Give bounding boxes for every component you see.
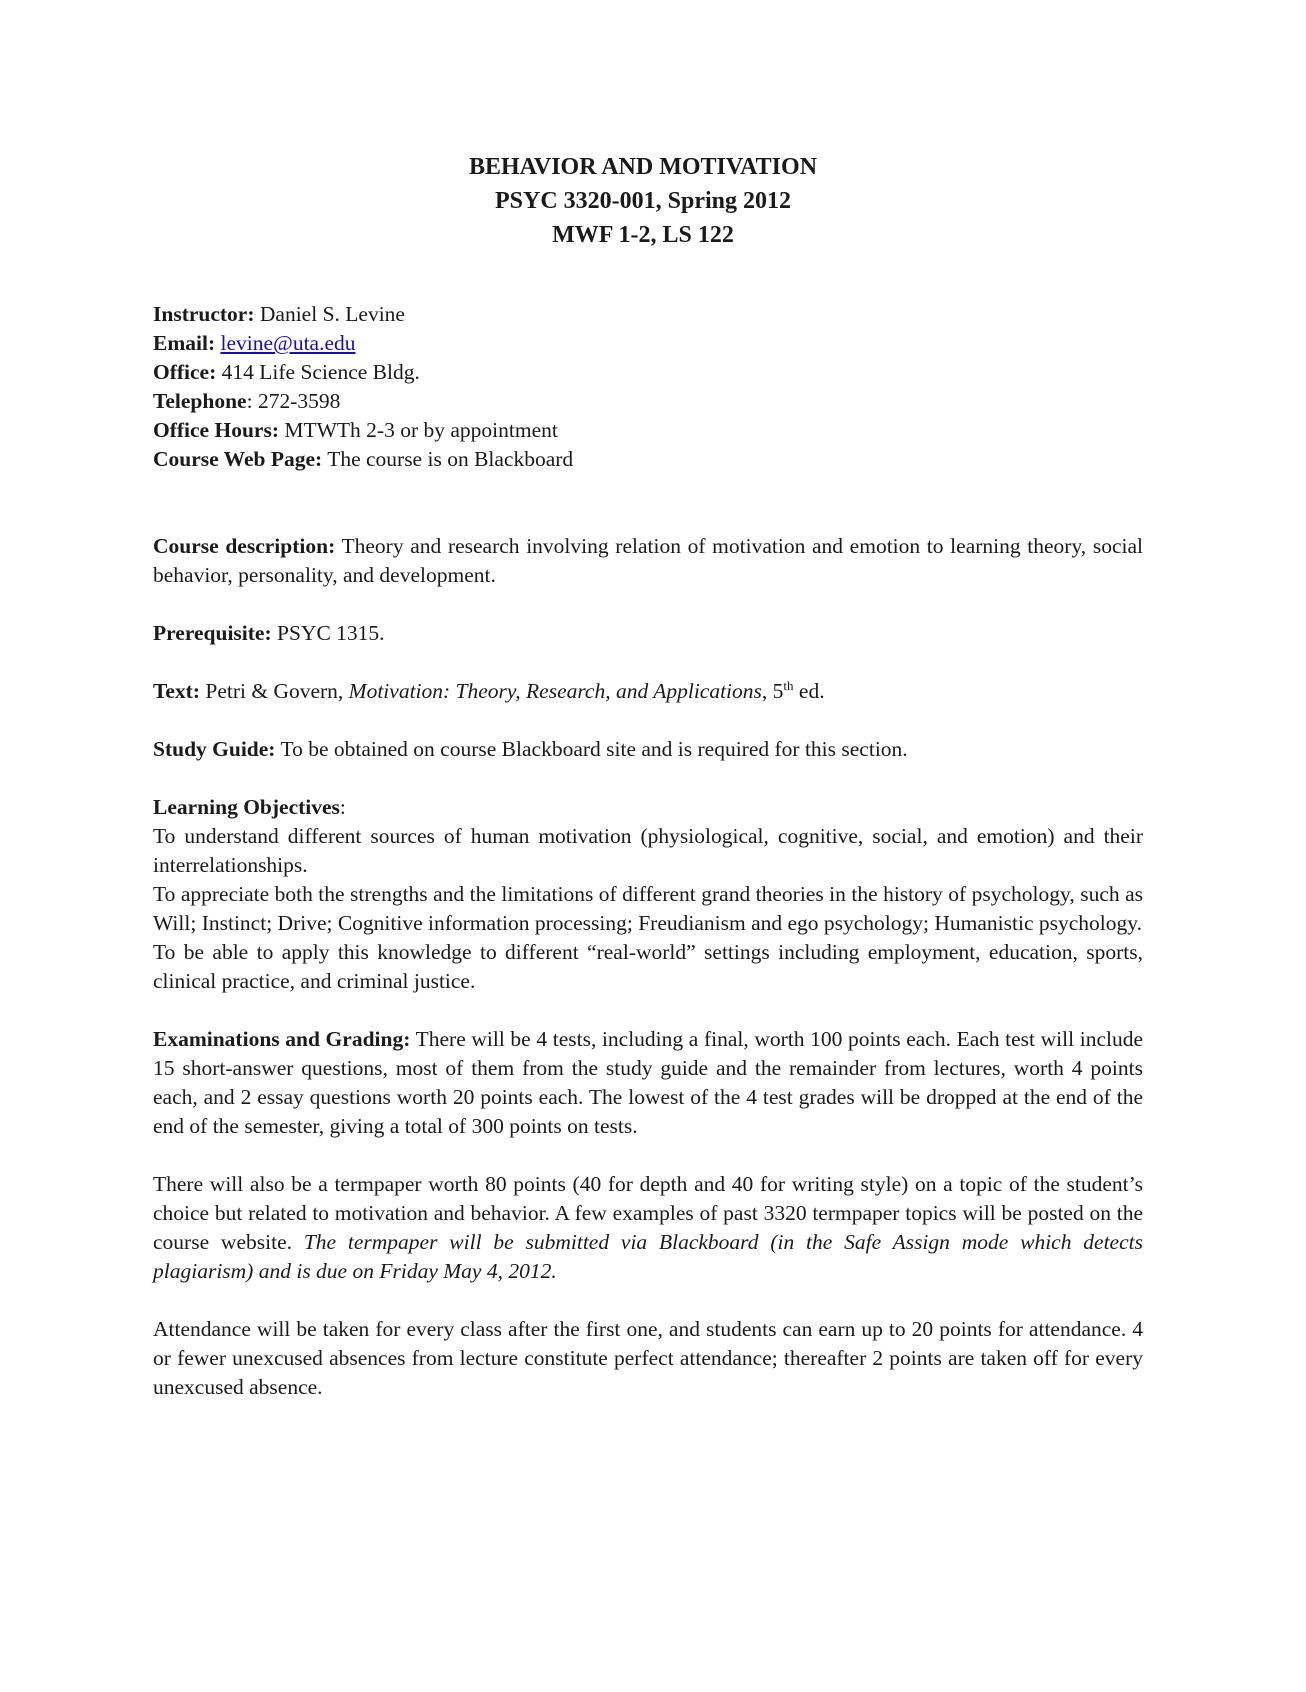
textbook-authors: Petri & Govern, (199, 679, 349, 703)
termpaper-text: There will also be a termpaper worth 80 points (40 for depth and 40 for writing style) on a topic of the student’s choice but related to motivation and behavior. A few examples of past 3320 termpaper topics will be posted on the course website. (153, 1172, 1143, 1254)
email-link[interactable]: levine@uta.edu (220, 331, 356, 355)
office-hours-value: MTWTh 2-3 or by appointment (278, 418, 558, 442)
office-hours-line (153, 416, 1143, 445)
office-label: Office: (153, 360, 217, 384)
attendance-paragraph: Attendance will be taken for every class after the first one, and students can earn up to 20 points for attendance. 4 or fewer unexcused absences from lecture constitute perfect attendance; thereafter 2 points are taken off for every unexcused absence. (153, 1317, 1143, 1399)
study-guide (153, 735, 1143, 764)
learning-objectives-heading (153, 793, 1143, 822)
textbook-title: Motivation: Theory, Research, and Applications (348, 679, 762, 703)
objective-item: To understand different sources of human motivation (physiological, cognitive, social, and emotion) and their interrelationships. (153, 824, 1143, 877)
textbook-edition: , 5 (761, 679, 784, 703)
course-schedule: MWF 1-2, LS 122 (552, 222, 734, 248)
course-description-text: Theory and research involving relation of motivation and emotion to learning theory, social behavior, personality, and development. (153, 534, 1143, 587)
syllabus-page (153, 150, 1143, 1402)
office-value: 414 Life Science Bldg. (216, 360, 420, 384)
instructor-label: Instructor: (153, 302, 255, 326)
termpaper-paragraph (153, 1170, 1143, 1286)
course-title-block (143, 150, 1143, 252)
course-description-label: Course description: (153, 534, 336, 558)
course-code-term: PSYC 3320-001, Spring 2012 (494, 188, 792, 214)
prerequisite (153, 619, 1143, 648)
course-web-page-value: The course is on Blackboard (322, 447, 574, 471)
prerequisite-text: PSYC 1315. (271, 621, 385, 645)
telephone-value: : 272-3598 (246, 389, 341, 413)
study-guide-text: To be obtained on course Blackboard site and is required for this section. (275, 737, 908, 761)
course-description (153, 532, 1143, 590)
textbook-label: Text: (153, 679, 200, 703)
instructor-info (153, 300, 1143, 474)
telephone-line (153, 387, 1143, 416)
office-line (153, 358, 1143, 387)
textbook-edition-suffix: th (783, 677, 794, 693)
examinations-grading-text: There will be 4 tests, including a final, worth 100 points each. Each test will include 15 short-answer questions, most of them from the study guide and the remainder from lectures, worth 4 points each, and 2 essay questions worth 20 points each. The lowest of the 4 test grades will be dropped at the end of the end of the semester, giving a total of 300 points on tests. (153, 1027, 1143, 1138)
objective-item: To appreciate both the strengths and the limitations of different grand theories in the history of psychology, such as Will; Instinct; Drive; Cognitive information processing; Freudianism and ego psychology; Humanistic psychology. (153, 882, 1143, 935)
learning-objectives-label: Learning Objectives (153, 795, 340, 819)
email-line (153, 329, 1143, 358)
course-title: BEHAVIOR AND MOTIVATION (468, 154, 818, 180)
objective-item: To be able to apply this knowledge to different “real-world” settings including employment, education, sports, clinical practice, and criminal justice. (153, 940, 1143, 993)
textbook (153, 677, 1143, 706)
course-web-page-label: Course Web Page: (153, 447, 323, 471)
study-guide-label: Study Guide: (153, 737, 276, 761)
course-web-page-line (153, 445, 1143, 474)
telephone-label: Telephone (153, 389, 247, 413)
instructor-line (153, 300, 1143, 329)
examinations-grading (153, 1025, 1143, 1141)
learning-objectives (153, 793, 1143, 996)
office-hours-label: Office Hours: (153, 418, 279, 442)
email-label: Email: (153, 331, 216, 355)
termpaper-submission-note: The termpaper will be submitted via Blackboard (in the Safe Assign mode which detects plagiarism) and is due on Friday May 4, 2012. (153, 1230, 1143, 1283)
examinations-grading-label: Examinations and Grading: (153, 1027, 411, 1051)
instructor-name: Daniel S. Levine (254, 302, 405, 326)
learning-objectives-colon: : (339, 795, 346, 819)
prerequisite-label: Prerequisite: (153, 621, 272, 645)
textbook-edition-end: ed. (793, 679, 825, 703)
